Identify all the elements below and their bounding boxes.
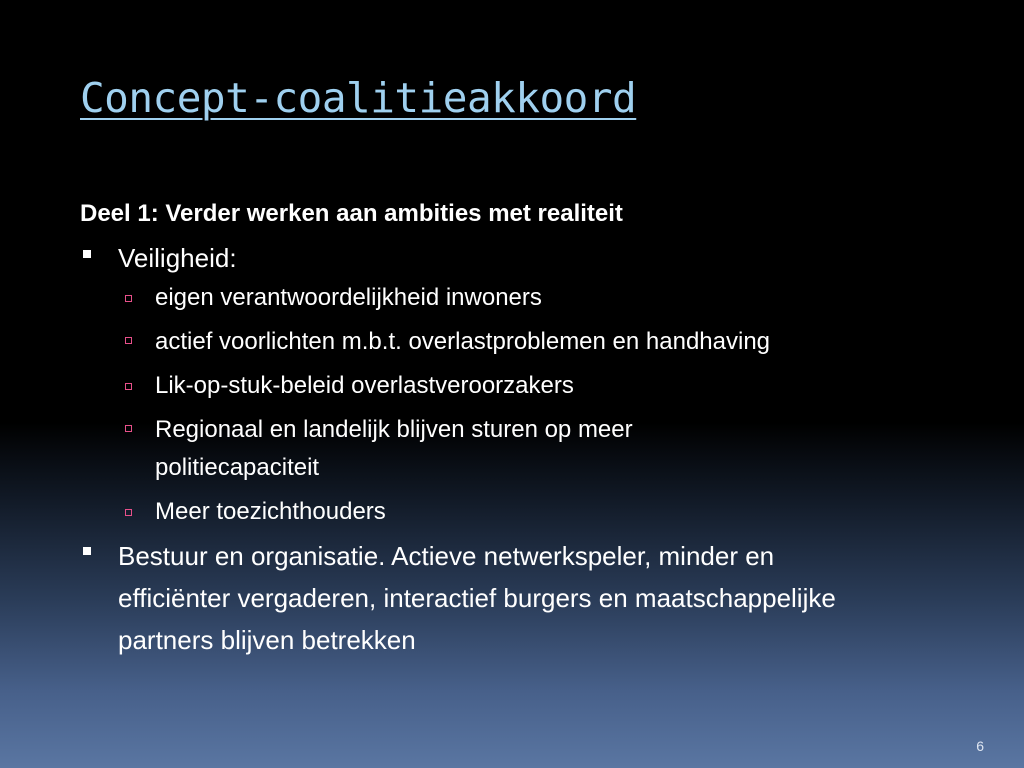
sub-list-item-label: Lik-op-stuk-beleid overlastveroorzakers: [155, 372, 574, 399]
sub-list-item: [118, 323, 880, 361]
hollow-square-bullet-icon: [125, 337, 132, 344]
sub-list-item: [118, 495, 880, 529]
sub-bullet-list: [118, 281, 880, 529]
list-item-label: Veiligheid:: [118, 243, 237, 273]
slide-title-link[interactable]: Concept-coalitieakkoord: [80, 74, 637, 122]
sub-list-item-label: Meer toezichthouders: [155, 498, 386, 525]
list-item-veiligheid: [80, 238, 880, 529]
hollow-square-bullet-icon: [125, 295, 132, 302]
slide-content: [80, 196, 880, 667]
sub-list-item-label: eigen verantwoordelijkheid inwoners: [155, 284, 542, 311]
sub-list-item-label: actief voorlichten m.b.t. overlastproblemen en handhaving: [155, 328, 771, 355]
square-bullet-icon: [83, 250, 91, 258]
section-heading: Deel 1: Verder werken aan ambities met realiteit: [80, 200, 623, 227]
list-item-bestuur: [80, 535, 880, 661]
bullet-list: [80, 238, 880, 661]
hollow-square-bullet-icon: [125, 425, 132, 432]
hollow-square-bullet-icon: [125, 509, 132, 516]
sub-list-item: [118, 281, 880, 315]
sub-list-item-label: Regionaal en landelijk blijven sturen op meer politiecapaciteit: [155, 416, 633, 481]
list-item-label: Bestuur en organisatie. Actieve netwerkspeler, minder en efficiënter vergaderen, interactief burgers en maatschappelijke partners blijven betrekken: [118, 541, 836, 655]
page-number: 6: [976, 738, 984, 754]
square-bullet-icon: [83, 547, 91, 555]
sub-list-item: [118, 411, 880, 487]
sub-list-item: [118, 369, 880, 403]
hollow-square-bullet-icon: [125, 383, 132, 390]
